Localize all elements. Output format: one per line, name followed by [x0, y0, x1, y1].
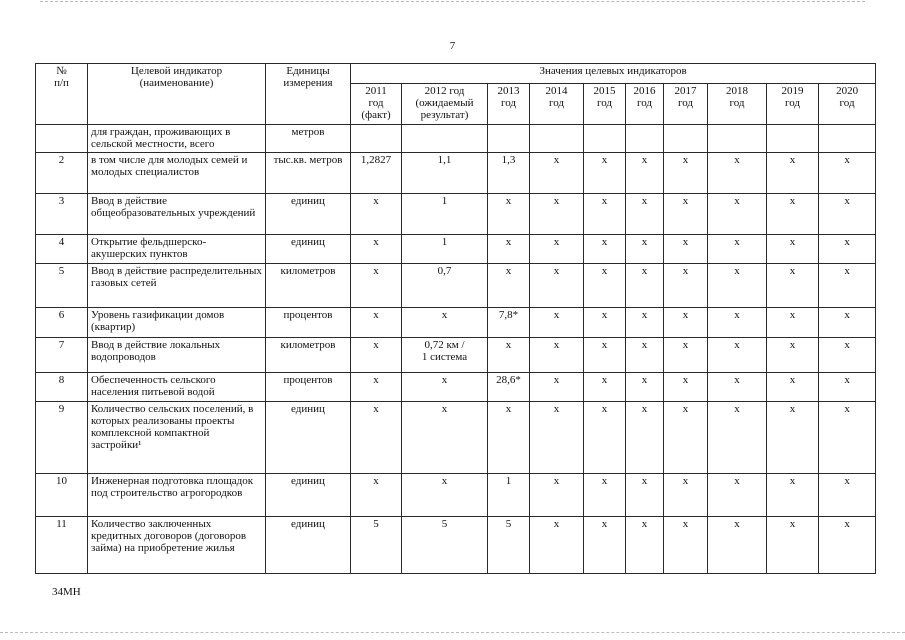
indicator-value: х [708, 235, 767, 264]
indicator-value: х [626, 373, 664, 402]
indicator-value: х [664, 338, 708, 373]
indicator-value: х [530, 194, 584, 235]
header-year: 2017 год [664, 84, 708, 125]
indicator-value: х [530, 235, 584, 264]
indicator-value: 5 [402, 517, 488, 574]
indicator-value: х [819, 517, 876, 574]
unit-of-measure: единиц [266, 235, 351, 264]
header-indicator: Целевой индикатор (наименование) [88, 64, 266, 125]
indicator-value: х [584, 373, 626, 402]
indicator-value: 28,6* [488, 373, 530, 402]
row-number: 3 [36, 194, 88, 235]
indicator-value: х [819, 194, 876, 235]
indicator-value: х [488, 338, 530, 373]
unit-of-measure: метров [266, 125, 351, 153]
indicator-value: х [708, 264, 767, 308]
indicator-value [402, 125, 488, 153]
indicator-value [530, 125, 584, 153]
table-row [36, 373, 876, 402]
indicator-value: х [488, 264, 530, 308]
indicator-value: х [584, 402, 626, 474]
indicator-value: х [351, 474, 402, 517]
indicator-name: в том числе для молодых семей и молодых специалистов [88, 153, 266, 194]
indicator-value [819, 125, 876, 153]
indicator-value: х [626, 517, 664, 574]
indicator-value: 1 [402, 235, 488, 264]
indicator-value: х [819, 373, 876, 402]
indicator-value: х [664, 474, 708, 517]
indicator-value: х [584, 235, 626, 264]
row-number: 7 [36, 338, 88, 373]
indicator-value: х [819, 235, 876, 264]
indicator-value: 0,7 [402, 264, 488, 308]
indicator-value: х [351, 235, 402, 264]
indicator-value: х [664, 373, 708, 402]
indicator-value: х [708, 474, 767, 517]
indicator-value: х [584, 517, 626, 574]
header-units: Единицы измерения [266, 64, 351, 125]
indicator-value: х [351, 194, 402, 235]
indicator-name: Ввод в действие распределительных газовых сетей [88, 264, 266, 308]
indicator-value: х [708, 373, 767, 402]
indicator-value: х [664, 517, 708, 574]
table-row [36, 235, 876, 264]
indicator-value: х [767, 264, 819, 308]
header-year: 2014 год [530, 84, 584, 125]
header-year: 2013 год [488, 84, 530, 125]
indicator-value: х [351, 373, 402, 402]
indicator-name: Открытие фельдшерско-акушерских пунктов [88, 235, 266, 264]
indicator-value: х [530, 402, 584, 474]
table-row [36, 402, 876, 474]
indicator-value: х [584, 338, 626, 373]
indicator-value: 0,72 км / 1 система [402, 338, 488, 373]
row-number: 5 [36, 264, 88, 308]
table-row [36, 194, 876, 235]
indicator-value: х [626, 338, 664, 373]
unit-of-measure: процентов [266, 373, 351, 402]
indicator-value: х [626, 194, 664, 235]
indicator-value: х [767, 517, 819, 574]
indicator-value: х [767, 153, 819, 194]
indicator-name: Количество заключенных кредитных договоров (договоров займа) на приобретение жилья [88, 517, 266, 574]
row-number: 9 [36, 402, 88, 474]
indicator-value: х [530, 338, 584, 373]
indicator-value: х [530, 308, 584, 338]
indicator-value: х [767, 474, 819, 517]
indicator-value: х [664, 153, 708, 194]
header-year: 2020 год [819, 84, 876, 125]
indicator-value [626, 125, 664, 153]
unit-of-measure: единиц [266, 517, 351, 574]
table-header [36, 64, 876, 125]
indicator-value: х [767, 373, 819, 402]
indicator-value: 1,3 [488, 153, 530, 194]
indicator-value: х [708, 517, 767, 574]
indicator-value: х [402, 308, 488, 338]
header-year: 2011 год (факт) [351, 84, 402, 125]
row-number: 2 [36, 153, 88, 194]
indicator-value: х [767, 308, 819, 338]
indicator-value: х [488, 194, 530, 235]
header-year: 2016 год [626, 84, 664, 125]
indicator-value: х [530, 474, 584, 517]
indicator-value: 5 [351, 517, 402, 574]
indicator-value: х [626, 153, 664, 194]
indicator-value [351, 125, 402, 153]
row-number: 4 [36, 235, 88, 264]
indicator-value: 1 [488, 474, 530, 517]
indicator-value: х [530, 264, 584, 308]
scan-edge-bottom [0, 632, 905, 633]
header-year: 2012 год (ожидаемый результат) [402, 84, 488, 125]
row-number: 10 [36, 474, 88, 517]
header-num: № п/п [36, 64, 88, 125]
scan-edge-top [40, 1, 865, 2]
indicator-value: 7,8* [488, 308, 530, 338]
row-number: 11 [36, 517, 88, 574]
indicator-value: 1,1 [402, 153, 488, 194]
table-row [36, 517, 876, 574]
unit-of-measure: единиц [266, 194, 351, 235]
indicator-value [488, 125, 530, 153]
indicator-value: х [664, 235, 708, 264]
indicator-value: х [584, 194, 626, 235]
unit-of-measure: километров [266, 264, 351, 308]
indicator-value: х [351, 264, 402, 308]
indicator-value: х [584, 264, 626, 308]
indicator-value: х [767, 235, 819, 264]
header-values-group: Значения целевых индикаторов [351, 64, 876, 84]
unit-of-measure: тыс.кв. метров [266, 153, 351, 194]
table-row [36, 125, 876, 153]
unit-of-measure: единиц [266, 474, 351, 517]
row-number: 8 [36, 373, 88, 402]
indicator-name: Ввод в действие локальных водопроводов [88, 338, 266, 373]
unit-of-measure: процентов [266, 308, 351, 338]
indicator-value: х [626, 264, 664, 308]
indicator-value: х [530, 153, 584, 194]
indicator-value [664, 125, 708, 153]
indicator-value: х [530, 517, 584, 574]
footer-code: 34МН [52, 586, 81, 598]
indicator-value: 1 [402, 194, 488, 235]
indicator-value: х [351, 308, 402, 338]
indicator-value: х [819, 338, 876, 373]
indicator-name: Обеспеченность сельского населения питьевой водой [88, 373, 266, 402]
indicator-name: Инженерная подготовка площадок под строительство агрогородков [88, 474, 266, 517]
indicator-value: х [767, 194, 819, 235]
indicator-value: х [767, 402, 819, 474]
unit-of-measure: единиц [266, 402, 351, 474]
indicator-name: Уровень газификации домов (квартир) [88, 308, 266, 338]
indicator-value: х [402, 373, 488, 402]
indicator-value: х [819, 402, 876, 474]
table-body [36, 125, 876, 574]
indicator-name: Количество сельских поселений, в которых реализованы проекты комплексной компактной застройки¹ [88, 402, 266, 474]
indicator-value: х [351, 402, 402, 474]
indicator-value: х [584, 474, 626, 517]
indicator-value: х [584, 153, 626, 194]
indicator-name: для граждан, проживающих в сельской местности, всего [88, 125, 266, 153]
row-number: 6 [36, 308, 88, 338]
header-year: 2018 год [708, 84, 767, 125]
table-row [36, 153, 876, 194]
indicator-value: х [819, 153, 876, 194]
indicator-value: х [626, 308, 664, 338]
indicator-value: х [351, 338, 402, 373]
indicator-value: х [819, 308, 876, 338]
target-indicators-table [35, 63, 876, 574]
header-year: 2019 год [767, 84, 819, 125]
indicator-value: х [664, 264, 708, 308]
table-row [36, 264, 876, 308]
indicator-value: 1,2827 [351, 153, 402, 194]
indicator-value: х [626, 235, 664, 264]
indicator-value [584, 125, 626, 153]
indicator-name: Ввод в действие общеобразовательных учреждений [88, 194, 266, 235]
indicator-value: х [664, 308, 708, 338]
unit-of-measure: километров [266, 338, 351, 373]
indicator-value: х [530, 373, 584, 402]
table-row [36, 308, 876, 338]
indicator-value: х [708, 338, 767, 373]
indicator-value: х [708, 194, 767, 235]
table-row [36, 474, 876, 517]
indicator-value: х [819, 474, 876, 517]
indicator-value: х [402, 474, 488, 517]
indicator-value: х [767, 338, 819, 373]
indicator-value: х [708, 402, 767, 474]
indicator-value: 5 [488, 517, 530, 574]
page-number: 7 [449, 40, 456, 52]
header-year: 2015 год [584, 84, 626, 125]
table-row [36, 338, 876, 373]
indicator-value [708, 125, 767, 153]
indicator-value: х [708, 153, 767, 194]
indicator-value: х [626, 474, 664, 517]
row-number [36, 125, 88, 153]
indicator-value: х [626, 402, 664, 474]
indicator-value: х [488, 235, 530, 264]
indicator-value: х [819, 264, 876, 308]
indicator-value [767, 125, 819, 153]
indicator-value: х [664, 402, 708, 474]
indicator-value: х [708, 308, 767, 338]
indicator-value: х [488, 402, 530, 474]
indicator-value: х [584, 308, 626, 338]
indicator-value: х [664, 194, 708, 235]
indicator-value: х [402, 402, 488, 474]
